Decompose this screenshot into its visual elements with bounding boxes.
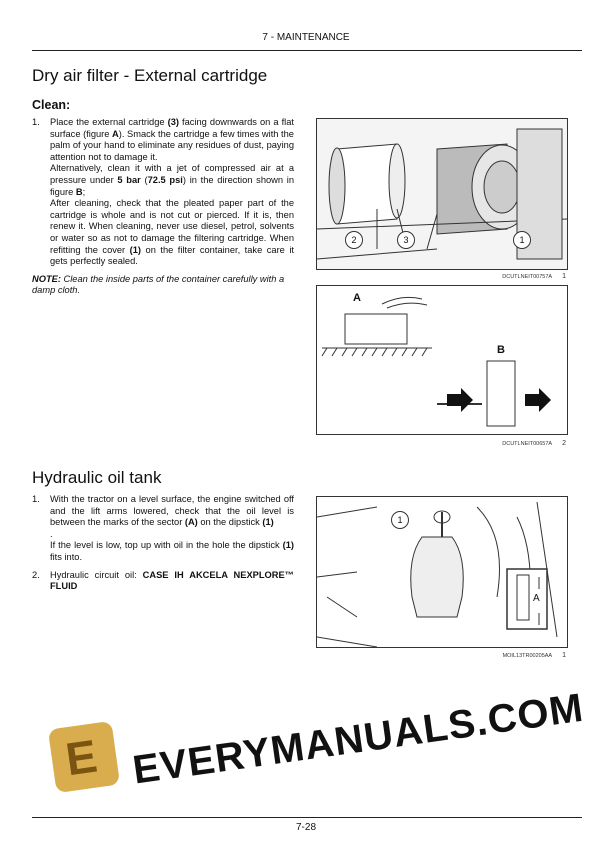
- step-number: 1.: [32, 117, 40, 127]
- figure-caption: DCUTLNEIT00757A 1: [502, 273, 566, 280]
- section-title: Dry air filter - External cartridge: [32, 66, 268, 85]
- dipstick-illustration: [317, 497, 567, 647]
- figure-label-b: B: [497, 344, 505, 356]
- clean-instructions: [32, 117, 294, 297]
- figure-caption: MOIL13TR00205AA 1: [502, 652, 566, 659]
- footer-rule: [32, 817, 582, 818]
- note: NOTE: Clean the inside parts of the container carefully with a damp cloth.: [32, 273, 285, 296]
- hydraulic-instructions: [32, 494, 294, 593]
- chapter-header: 7 - MAINTENANCE: [262, 32, 350, 43]
- subsection-title: Clean:: [32, 98, 71, 112]
- figure-caption: DCUTLNEIT00657A 2: [502, 440, 566, 447]
- callout-2: 2: [345, 231, 363, 249]
- cleaning-illustration: [317, 286, 567, 434]
- step-1: 1. Place the external cartridge (3) facing downwards on a flat surface (figure A). Smack the cartridge a few times with the palm of your hand to eliminate any residues of dust, paying attention not to damage it. Alternatively, clean it with a jet of compressed air at a pressure under 5 bar (72.5 psi) in the direction shown in figure B; After cleaning, check that the pleated paper part of the cartridge is whole and is not cut or pierced. If it is, then renew it. When cleaning, never use diesel, petrol, solvents or water so as not to damage the filtering cartridge. When refitting the cover (1) on the filter container, take care it gets perfectly sealed.: [32, 117, 294, 267]
- page-number: 7-28: [295, 822, 316, 833]
- step-2: 2. Hydraulic circuit oil: CASE IH AKCELA NEXPLORE™ FLUID: [32, 569, 294, 592]
- callout-3: 3: [397, 231, 415, 249]
- figure-cleaning: [316, 285, 568, 435]
- watermark-logo: E: [48, 721, 120, 793]
- section-title: Hydraulic oil tank: [32, 468, 162, 487]
- figure-air-filter: [316, 118, 568, 270]
- figure-label-a: A: [533, 593, 540, 604]
- figure-dipstick: [316, 496, 568, 648]
- step-1: 1. With the tractor on a level surface, the engine switched off and the lift arms lowered, check that the oil level is between the marks of the sector (A) on the dipstick (1) . If the level is low, top up with oil in the hole the dipstick (1) fits into.: [32, 494, 294, 562]
- callout-1: 1: [513, 231, 531, 249]
- callout-1: 1: [391, 511, 409, 529]
- figure-label-a: A: [353, 292, 361, 304]
- watermark: EVERYMANUALS.COM: [130, 685, 587, 793]
- header-rule: [32, 50, 582, 51]
